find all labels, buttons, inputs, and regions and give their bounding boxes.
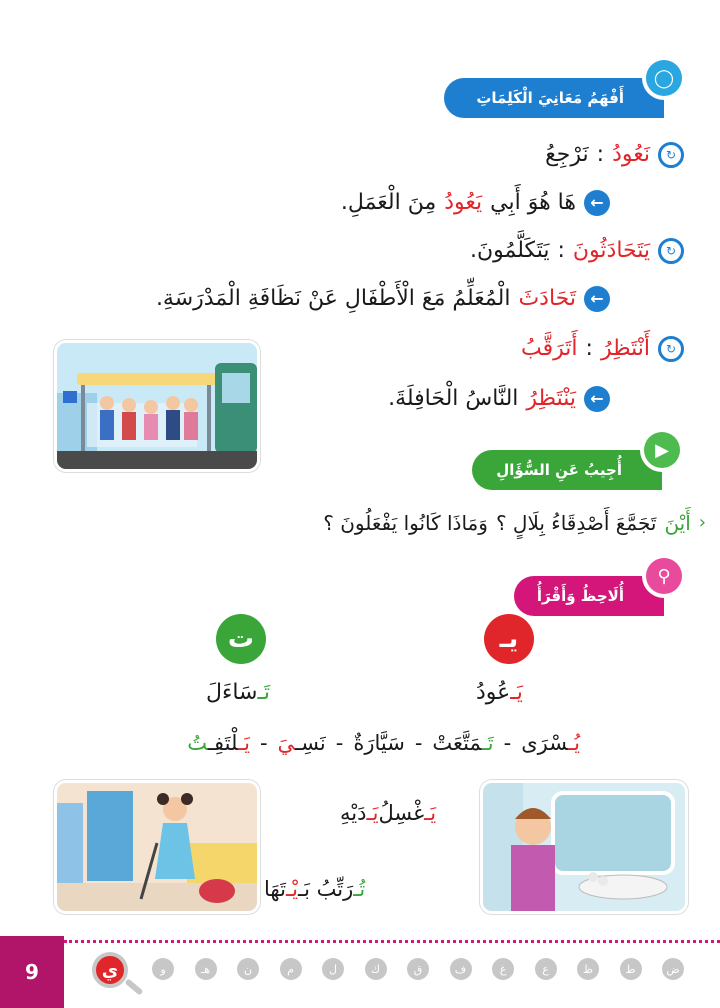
refresh-icon: ↻ xyxy=(658,336,684,362)
word-ya-rest: عُودُ xyxy=(476,680,511,705)
alphabet-letter: ف xyxy=(450,958,472,980)
s1-b: غْسِلُ xyxy=(378,801,425,825)
lightbulb-icon: ◯ xyxy=(642,56,686,100)
letter-circle-ta xyxy=(216,614,266,664)
vocab-sep: : xyxy=(596,142,605,167)
s2-d: تَهَا xyxy=(264,877,286,901)
arrow-icon: ← xyxy=(584,386,610,412)
vocab-line-2 xyxy=(470,236,684,266)
example-pre: هَا هُوَ أَبِي xyxy=(490,190,576,215)
alphabet-letter: ع xyxy=(535,958,557,980)
word-item: نَسِـيَ xyxy=(277,731,326,755)
s2-a: تُـ xyxy=(353,877,366,901)
separator: - xyxy=(335,731,344,755)
vocab-meaning: يَتَكَلَّمُونَ. xyxy=(470,238,550,263)
alphabet-letter: ل xyxy=(322,958,344,980)
alphabet-letter: ك xyxy=(365,958,387,980)
s1-a: يَـ xyxy=(424,801,437,825)
alphabet-letter: م xyxy=(280,958,302,980)
vocab-line-1 xyxy=(545,140,684,170)
alphabet-letter: ط xyxy=(620,958,642,980)
separator: - xyxy=(414,731,423,755)
vocab-word: نَعُودُ xyxy=(612,142,650,167)
s2-b: رَتِّبُ بَـ xyxy=(297,877,354,901)
alphabet-letter: ن xyxy=(237,958,259,980)
vocab-meaning: أَتَرَقَّبُ xyxy=(521,336,578,361)
vocab-word: يَتَحَادَثُونَ xyxy=(572,238,650,263)
bus-stop-illustration xyxy=(54,340,260,472)
example-line-3 xyxy=(388,384,610,414)
word-ya-example xyxy=(476,678,523,708)
letter-ya: يـ xyxy=(499,624,519,654)
highlight-letter: ي xyxy=(101,959,119,981)
boy-washing-illustration xyxy=(480,780,688,914)
girl-cleaning-illustration xyxy=(54,780,260,914)
magnifier-handle-icon xyxy=(124,978,143,995)
meanings-banner xyxy=(444,78,664,118)
alphabet-letter: ق xyxy=(407,958,429,980)
example-word: تَحَادَثَ xyxy=(518,286,576,311)
magnifier-icon: ⚲ xyxy=(642,554,686,598)
alphabet-letter: ظ xyxy=(577,958,599,980)
meanings-title: أَفْهَمُ مَعَانِيَ الْكَلِمَاتِ xyxy=(476,89,624,107)
sentence-tidy xyxy=(264,874,365,904)
s1-c: يَـ xyxy=(366,801,379,825)
refresh-icon: ↻ xyxy=(658,142,684,168)
answer-title: أُجِيبُ عَنِ السُّؤَالِ xyxy=(496,461,622,479)
separator: - xyxy=(259,731,268,755)
vocab-word: أَنْتَظِرُ xyxy=(600,336,650,361)
footer-divider xyxy=(64,940,720,943)
word-item: تَـمَتَّعَتْ xyxy=(432,731,494,755)
vocab-meaning: نَرْجِعُ xyxy=(545,142,589,167)
word-ta-example xyxy=(206,678,270,708)
page-number-text: 9 xyxy=(25,960,39,984)
question-word: أَيْنَ xyxy=(664,511,691,535)
alphabet-letter: و xyxy=(152,958,174,980)
word-list xyxy=(187,728,580,758)
observe-banner xyxy=(514,576,664,616)
vocab-sep: : xyxy=(585,336,593,361)
speech-icon: ▶ xyxy=(640,428,684,472)
example-post: الْمُعَلِّمُ مَعَ الْأَطْفَالِ عَنْ نَظَافَةِ الْمَدْرَسَةِ. xyxy=(155,286,511,311)
vocab-line-3 xyxy=(521,334,684,364)
arrow-icon: ← xyxy=(584,190,610,216)
example-word: يَعُودُ xyxy=(444,190,483,215)
word-item: يُـسْرَى xyxy=(521,731,580,755)
s1-d: دَيْهِ xyxy=(340,801,367,825)
word-ta-letter: تَـ xyxy=(257,680,271,705)
letter-ta: ت xyxy=(227,624,255,654)
word-ya-letter: يَـ xyxy=(510,680,523,705)
alphabet-letter: هـ xyxy=(195,958,217,980)
alphabet-letter: غ xyxy=(492,958,514,980)
word-item: يَـلْتَفِـتُ xyxy=(187,731,250,755)
example-post: النَّاسُ الْحَافِلَةَ. xyxy=(388,386,519,411)
alphabet-letter: ض xyxy=(662,958,684,980)
separator: - xyxy=(503,731,512,755)
answer-banner xyxy=(472,450,662,490)
page-number xyxy=(0,936,64,1008)
letter-circle-ya xyxy=(484,614,534,664)
bullet-icon: ‹ xyxy=(698,512,706,533)
example-line-2 xyxy=(156,284,610,314)
question-part2: وَمَاذَا كَانُوا يَفْعَلُونَ ؟ xyxy=(323,511,488,535)
sentence-wash xyxy=(340,798,436,828)
example-post: مِنَ الْعَمَلِ. xyxy=(340,190,437,215)
question-part1: تَجَمَّعَ أَصْدِقَاءُ بِلَالٍ ؟ xyxy=(495,511,657,535)
example-word: يَنْتَظِرُ xyxy=(526,386,576,411)
word-item: سَيَّارَةٌ xyxy=(353,731,405,755)
vocab-sep: : xyxy=(557,238,565,263)
highlight-letter-magnifier xyxy=(92,952,128,988)
example-line-1 xyxy=(341,188,610,218)
word-ta-rest: سَاءَلَ xyxy=(206,680,258,705)
s2-c: يْـ xyxy=(285,877,298,901)
arrow-icon: ← xyxy=(584,286,610,312)
refresh-icon: ↻ xyxy=(658,238,684,264)
observe-title: أُلَاحِظُ وَأَقْرَأُ xyxy=(536,587,624,605)
question-line xyxy=(323,508,706,538)
